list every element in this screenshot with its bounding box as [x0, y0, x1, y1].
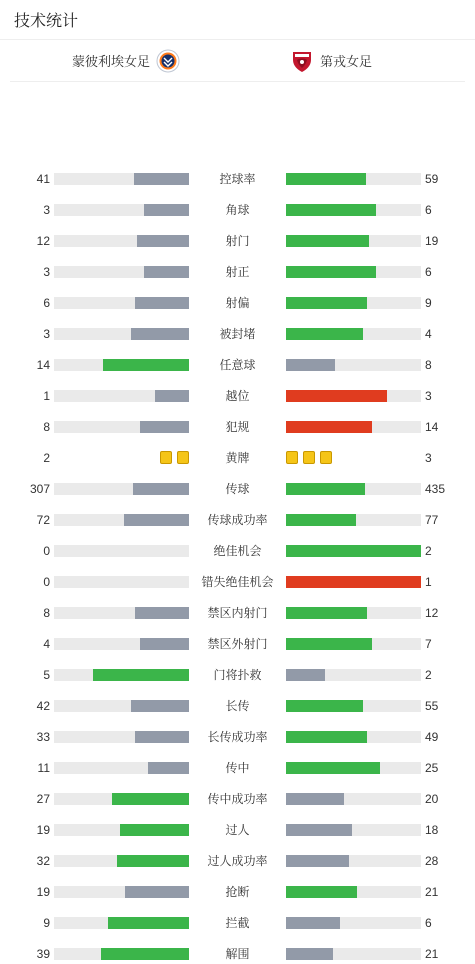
home-stat-value: 32 [36, 854, 50, 868]
stat-label: 拦截 [225, 916, 250, 930]
home-stat-bar [54, 917, 189, 929]
home-stat-bar-fill [148, 762, 189, 774]
home-stat-bar-fill [144, 204, 189, 216]
away-stat-value: 28 [425, 854, 439, 868]
home-stat-value: 41 [36, 172, 50, 186]
away-stat-bar-fill [286, 638, 372, 650]
montpellier-crest-icon [156, 49, 180, 73]
away-stat-value: 3 [425, 389, 432, 403]
away-yellow-cards [286, 451, 335, 465]
stat-label: 长传 [225, 699, 250, 713]
home-stat-bar-fill [103, 359, 189, 371]
stat-label: 传球 [225, 482, 250, 496]
teams-row [10, 40, 465, 82]
home-yellow-cards [158, 451, 190, 465]
home-stat-value: 9 [43, 916, 50, 930]
stat-label: 射正 [225, 265, 250, 279]
away-stat-bar-fill [286, 359, 335, 371]
away-stat-value: 1 [425, 575, 432, 589]
stat-label: 射门 [225, 234, 250, 248]
away-stat-bar [286, 576, 421, 588]
stat-label: 越位 [225, 389, 250, 403]
away-stat-bar [286, 762, 421, 774]
stat-label: 绝佳机会 [213, 544, 262, 558]
stat-label: 传中 [225, 761, 250, 775]
stat-label: 过人 [225, 823, 250, 837]
away-stat-bar [286, 948, 421, 960]
away-stat-bar [286, 359, 421, 371]
away-stat-value: 8 [425, 358, 432, 372]
home-stat-bar [54, 700, 189, 712]
home-stat-value: 6 [43, 296, 50, 310]
away-stat-bar-fill [286, 948, 333, 960]
away-stat-bar [286, 421, 421, 433]
away-stat-bar [286, 917, 421, 929]
home-stat-bar [54, 235, 189, 247]
home-stat-bar-fill [120, 824, 189, 836]
yellow-card-icon [320, 451, 332, 464]
stat-row [0, 665, 475, 685]
yellow-card-icon [160, 451, 172, 464]
away-stat-value: 59 [425, 172, 439, 186]
stat-label: 黄牌 [225, 451, 250, 465]
away-stat-bar [286, 700, 421, 712]
away-stat-bar-fill [286, 545, 421, 557]
away-stat-bar-fill [286, 514, 356, 526]
home-stat-value: 307 [29, 482, 50, 496]
away-stat-bar [286, 731, 421, 743]
home-stat-bar [54, 638, 189, 650]
away-stat-bar-fill [286, 235, 369, 247]
away-stat-bar [286, 669, 421, 681]
home-stat-bar-fill [112, 793, 189, 805]
stat-row [0, 200, 475, 220]
home-stat-bar [54, 390, 189, 402]
home-stat-bar [54, 669, 189, 681]
away-stat-value: 12 [425, 606, 439, 620]
home-stat-bar [54, 793, 189, 805]
home-stat-bar [54, 266, 189, 278]
away-stat-bar [286, 793, 421, 805]
home-stat-bar-fill [108, 917, 189, 929]
home-stat-value: 2 [43, 451, 50, 465]
away-stat-bar [286, 824, 421, 836]
stat-row [0, 510, 475, 530]
home-stat-bar [54, 359, 189, 371]
home-stat-bar-fill [134, 173, 189, 185]
stat-row [0, 417, 475, 437]
stat-row [0, 572, 475, 592]
stat-label: 解围 [225, 947, 250, 961]
home-stat-bar [54, 483, 189, 495]
stat-label: 禁区内射门 [207, 606, 268, 620]
away-stat-bar-fill [286, 669, 325, 681]
home-stat-value: 3 [43, 327, 50, 341]
stat-row [0, 758, 475, 778]
home-stat-bar [54, 421, 189, 433]
away-stat-value: 4 [425, 327, 432, 341]
home-stat-bar-fill [135, 607, 189, 619]
stat-row [0, 727, 475, 747]
home-stat-bar-fill [133, 483, 189, 495]
stat-label: 传球成功率 [207, 513, 268, 527]
home-stat-bar-fill [93, 669, 189, 681]
away-stat-bar-fill [286, 390, 387, 402]
stat-label: 角球 [225, 203, 250, 217]
home-stat-value: 19 [36, 823, 50, 837]
stat-row [0, 820, 475, 840]
away-stat-value: 18 [425, 823, 439, 837]
stat-row [0, 944, 475, 964]
away-stat-bar-fill [286, 576, 421, 588]
stat-label: 传中成功率 [207, 792, 268, 806]
stat-row [0, 231, 475, 251]
stat-row [0, 789, 475, 809]
stat-row [0, 696, 475, 716]
away-stat-bar-fill [286, 824, 352, 836]
away-stat-value: 14 [425, 420, 439, 434]
stat-row [0, 324, 475, 344]
home-stat-value: 42 [36, 699, 50, 713]
away-stat-bar [286, 545, 421, 557]
away-team-name: 第戎女足 [320, 54, 373, 69]
stat-row [0, 448, 475, 468]
away-stat-value: 49 [425, 730, 439, 744]
away-stat-bar-fill [286, 607, 367, 619]
stat-label: 控球率 [219, 172, 256, 186]
home-stat-bar-fill [140, 421, 189, 433]
away-stat-value: 77 [425, 513, 439, 527]
home-stat-value: 0 [43, 575, 50, 589]
home-stat-bar-fill [135, 731, 189, 743]
home-stat-value: 72 [36, 513, 50, 527]
away-stat-bar-fill [286, 173, 366, 185]
home-stat-bar [54, 328, 189, 340]
home-stat-value: 14 [36, 358, 50, 372]
home-team-name: 蒙彼利埃女足 [71, 54, 150, 69]
away-stat-value: 6 [425, 203, 432, 217]
away-stat-value: 55 [425, 699, 439, 713]
yellow-card-icon [177, 451, 189, 464]
home-stat-bar [54, 576, 189, 588]
stat-row [0, 913, 475, 933]
away-stat-bar-fill [286, 421, 372, 433]
away-stat-bar [286, 266, 421, 278]
stat-row [0, 262, 475, 282]
away-stat-bar-fill [286, 266, 376, 278]
away-stat-bar [286, 173, 421, 185]
home-stat-bar [54, 607, 189, 619]
stat-label: 过人成功率 [207, 854, 268, 868]
home-stat-value: 39 [36, 947, 50, 961]
stat-label: 抢断 [225, 885, 250, 899]
away-stat-bar [286, 607, 421, 619]
stat-label: 射偏 [225, 296, 250, 310]
home-stat-bar [54, 762, 189, 774]
away-stat-bar [286, 235, 421, 247]
away-stat-value: 6 [425, 916, 432, 930]
home-stat-value: 11 [37, 761, 50, 775]
stat-row [0, 603, 475, 623]
stat-row [0, 169, 475, 189]
away-stat-value: 25 [425, 761, 439, 775]
away-stat-bar-fill [286, 793, 344, 805]
home-stat-bar-fill [117, 855, 189, 867]
away-stat-value: 435 [425, 482, 446, 496]
home-stat-bar-fill [137, 235, 189, 247]
section-title: 技术统计 [14, 13, 79, 30]
home-stat-value: 33 [36, 730, 50, 744]
home-stat-bar-fill [124, 514, 189, 526]
stat-label: 长传成功率 [207, 730, 268, 744]
home-team[interactable] [72, 40, 180, 81]
home-stat-value: 5 [43, 668, 50, 682]
stat-row [0, 355, 475, 375]
away-stat-bar-fill [286, 855, 349, 867]
home-stat-value: 8 [43, 606, 50, 620]
stat-row [0, 882, 475, 902]
stat-row [0, 386, 475, 406]
home-stat-value: 3 [43, 265, 50, 279]
home-stat-value: 8 [43, 420, 50, 434]
stat-label: 任意球 [219, 358, 256, 372]
away-stat-value: 19 [425, 234, 439, 248]
home-stat-bar-fill [135, 297, 189, 309]
away-stat-value: 2 [425, 544, 432, 558]
away-stat-value: 2 [425, 668, 432, 682]
away-stat-bar [286, 638, 421, 650]
away-stat-bar [286, 328, 421, 340]
home-stat-bar [54, 173, 189, 185]
stat-label: 被封堵 [219, 327, 256, 341]
dijon-crest-icon [290, 49, 314, 73]
away-stat-value: 6 [425, 265, 432, 279]
home-stat-bar-fill [131, 328, 189, 340]
home-stat-bar [54, 731, 189, 743]
home-stat-bar [54, 204, 189, 216]
away-team[interactable] [290, 40, 372, 81]
home-stat-bar-fill [140, 638, 189, 650]
stat-row [0, 541, 475, 561]
home-stat-value: 4 [43, 637, 50, 651]
home-stat-bar [54, 948, 189, 960]
stat-row [0, 634, 475, 654]
stat-label: 犯规 [225, 420, 250, 434]
away-stat-value: 21 [425, 947, 439, 961]
away-stat-bar-fill [286, 762, 380, 774]
stat-row [0, 851, 475, 871]
stat-label: 禁区外射门 [207, 637, 268, 651]
home-stat-bar-fill [144, 266, 189, 278]
away-stat-bar [286, 297, 421, 309]
away-stat-bar-fill [286, 204, 376, 216]
home-stat-value: 0 [43, 544, 50, 558]
home-stat-bar [54, 824, 189, 836]
home-stat-bar-fill [155, 390, 189, 402]
home-stat-bar [54, 514, 189, 526]
home-stat-bar-fill [101, 948, 189, 960]
home-stat-value: 27 [36, 792, 50, 806]
home-stat-value: 1 [43, 389, 50, 403]
home-stat-bar-fill [131, 700, 189, 712]
away-stat-value: 3 [425, 451, 432, 465]
away-stat-bar-fill [286, 328, 363, 340]
stat-row [0, 293, 475, 313]
away-stat-bar [286, 483, 421, 495]
home-stat-value: 12 [36, 234, 50, 248]
home-stat-value: 3 [43, 203, 50, 217]
home-stat-bar [54, 545, 189, 557]
away-stat-bar-fill [286, 297, 367, 309]
away-stat-value: 20 [425, 792, 439, 806]
section-header [0, 0, 475, 40]
yellow-card-icon [286, 451, 298, 464]
away-stat-bar-fill [286, 700, 363, 712]
stat-label: 门将扑救 [213, 668, 262, 682]
away-stat-bar [286, 390, 421, 402]
away-stat-bar-fill [286, 917, 340, 929]
away-stat-bar [286, 514, 421, 526]
away-stat-value: 9 [425, 296, 432, 310]
away-stat-bar [286, 204, 421, 216]
stat-label: 错失绝佳机会 [201, 575, 274, 589]
home-stat-value: 19 [36, 885, 50, 899]
stat-row [0, 479, 475, 499]
home-stat-bar [54, 297, 189, 309]
yellow-card-icon [303, 451, 315, 464]
away-stat-value: 21 [425, 885, 439, 899]
away-stat-bar-fill [286, 483, 365, 495]
away-stat-bar [286, 855, 421, 867]
away-stat-bar-fill [286, 731, 367, 743]
away-stat-value: 7 [425, 637, 432, 651]
home-stat-bar [54, 855, 189, 867]
